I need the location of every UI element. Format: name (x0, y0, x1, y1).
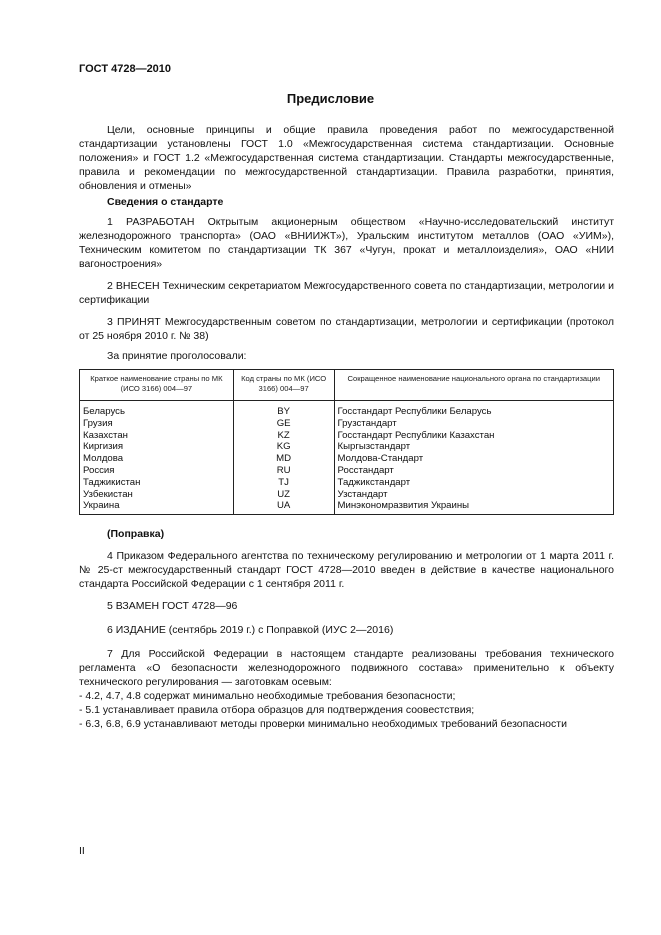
code-cell: GE (233, 418, 334, 430)
section-heading: Сведения о стандарте (107, 196, 224, 208)
item-1-developed: 1 РАЗРАБОТАН Октрытым акционерным обществом «Научно-исследовательский институт железнодорожного транспорта» (ОАО «ВНИИЖТ»), Уральским институтом металлов (ОАО «УИМ»), Техническим комитетом по стандартизации ТК 367 «Чугун, прокат и металлоизделия», ОАО «НИИ вагоностроения» (79, 216, 614, 270)
country-cell: Молдова (80, 453, 234, 465)
country-cell: Украина (80, 500, 234, 514)
item-7-regulation: 7 Для Российской Федерации в настоящем стандарте реализованы требования технического регламента «О безопасности железнодорожного подвижного состава» применительно к объекту технического регулирования — заготовкам осевым: (79, 648, 614, 688)
table-row (80, 418, 614, 430)
bullet-2: - 5.1 устанавливает правила отбора образцов для подтверждения соовестствия; (79, 704, 475, 716)
column-header-country: Краткое наименование страны по МК (ИСО 3166) 004—97 (80, 370, 234, 401)
page-title: Предисловие (286, 91, 375, 106)
table-header-row (80, 370, 614, 401)
code-cell: KZ (233, 430, 334, 442)
intro-paragraph: Цели, основные принципы и общие правила проведения работ по межгосударственной стандартизации установлены ГОСТ 1.0 «Межгосударственная система стандартизации. Основные положения» и ГОСТ 1.2 «Межгосударственная система стандартизации. Стандарты межгосударственные, правила и рекомендации по межгосударственной стандартизации. Правила разработки, принятия, обновления и отмены» (79, 124, 614, 192)
table-row (80, 500, 614, 514)
item-5-replaces: 5 ВЗАМЕН ГОСТ 4728—96 (107, 600, 238, 612)
country-cell: Таджикистан (80, 477, 234, 489)
country-cell: Россия (80, 465, 234, 477)
body-cell: Росстандарт (334, 465, 613, 477)
document-id: ГОСТ 4728—2010 (79, 63, 172, 75)
bullet-1: - 4.2, 4.7, 4.8 содержат минимально необходимые требования безопасности; (79, 690, 456, 702)
code-cell: KG (233, 441, 334, 453)
column-header-body: Сокращенное наименование национального органа по стандартизации (334, 370, 613, 401)
code-cell: UA (233, 500, 334, 514)
country-cell: Беларусь (80, 401, 234, 418)
table-row (80, 465, 614, 477)
body-cell: Госстандарт Республики Беларусь (334, 401, 613, 418)
bullet-3: - 6.3, 6.8, 6.9 устанавливают методы проверки минимально необходимых требований безопасности (79, 718, 567, 730)
voted-caption: За принятие проголосовали: (107, 350, 247, 362)
correction-note: (Поправка) (107, 528, 165, 540)
item-3-adopted: 3 ПРИНЯТ Межгосударственным советом по стандартизации, метрологии и сертификации (протокол от 25 ноября 2010 г. № 38) (79, 316, 614, 342)
body-cell: Минэкономразвития Украины (334, 500, 613, 514)
body-cell: Кыргызстандарт (334, 441, 613, 453)
code-cell: RU (233, 465, 334, 477)
item-6-edition: 6 ИЗДАНИЕ (сентябрь 2019 г.) с Поправкой (ИУС 2—2016) (107, 624, 394, 636)
country-cell: Киргизия (80, 441, 234, 453)
voting-table (79, 369, 614, 515)
code-cell: BY (233, 401, 334, 418)
table-row (80, 441, 614, 453)
country-cell: Грузия (80, 418, 234, 430)
code-cell: TJ (233, 477, 334, 489)
country-cell: Узбекистан (80, 489, 234, 501)
item-2-submitted: 2 ВНЕСЕН Техническим секретариатом Межгосударственного совета по стандартизации, метрологии и сертификации (79, 280, 614, 306)
table-row (80, 477, 614, 489)
code-cell: UZ (233, 489, 334, 501)
table-row (80, 430, 614, 442)
table-row (80, 401, 614, 418)
code-cell: MD (233, 453, 334, 465)
page-number: II (79, 845, 85, 857)
table-row (80, 453, 614, 465)
body-cell: Таджикстандарт (334, 477, 613, 489)
item-4-order: 4 Приказом Федерального агентства по техническому регулированию и метрологии от 1 марта 2011 г. № 25-ст межгосударственный стандарт ГОСТ 4728—2010 введен в действие в качестве национального стандарта Российской Федерации с 1 сентября 2011 г. (79, 550, 614, 590)
body-cell: Узстандарт (334, 489, 613, 501)
country-cell: Казахстан (80, 430, 234, 442)
body-cell: Молдова-Стандарт (334, 453, 613, 465)
table-row (80, 489, 614, 501)
body-cell: Госстандарт Республики Казахстан (334, 430, 613, 442)
body-cell: Грузстандарт (334, 418, 613, 430)
column-header-code: Код страны по МК (ИСО 3166) 004—97 (233, 370, 334, 401)
